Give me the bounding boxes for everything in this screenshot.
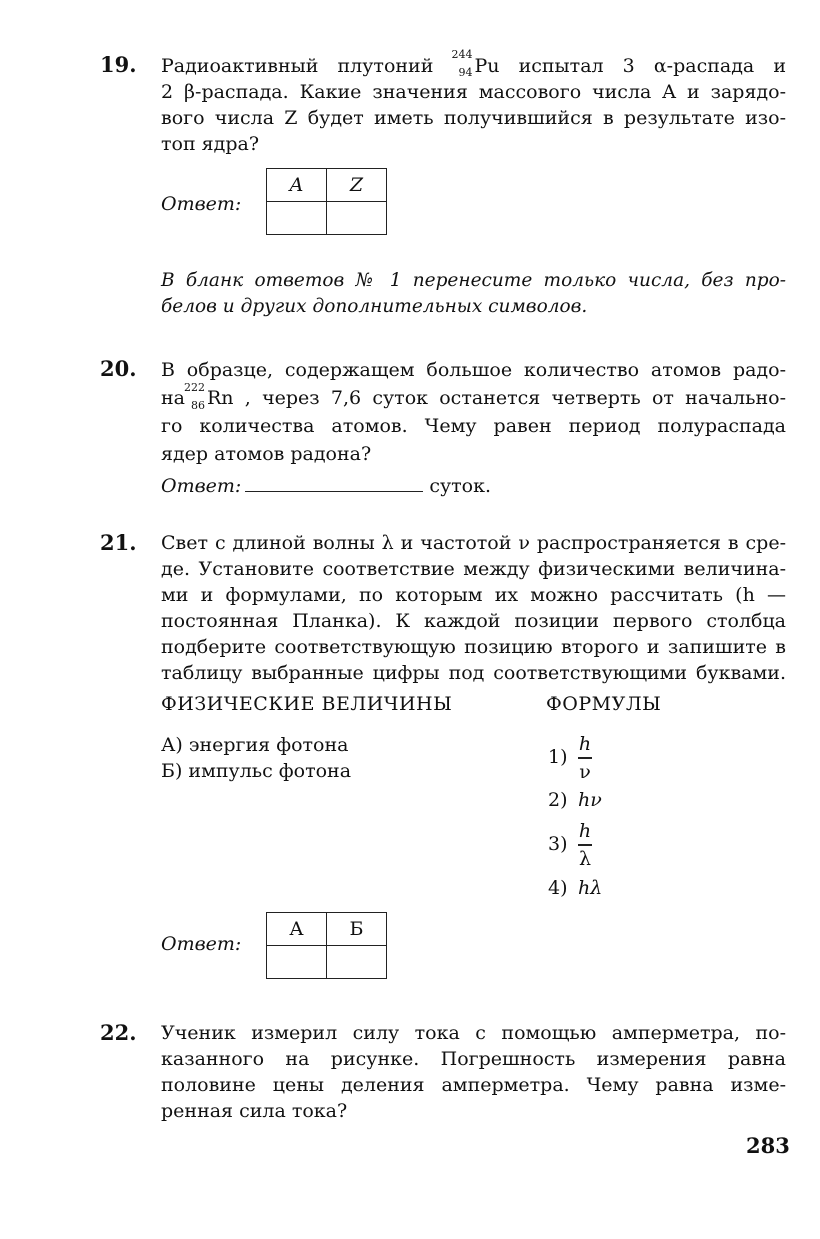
q19-number: 19. [100,52,137,77]
q22-number: 22. [100,1020,137,1045]
q20-answer-row [161,473,491,497]
q22-line-1: Ученик измерил силу тока с помощью амперметра, по- [161,1022,786,1044]
q21-line-2: де. Установите соответствие между физическими величина- [161,558,786,580]
q19-text [161,48,786,157]
q20-text [161,356,786,468]
q19-line-1: Радиоактивный плутоний 244 94 Pu испытал 3 α-распада и [161,48,786,79]
q21-answer-cell-a[interactable] [267,946,327,979]
q21-quantity-a: А) энергия фотона [161,734,349,756]
q21-formula-1: 1) $\frac{h}{\nu}$ [548,733,592,783]
q22-line-3: половине цены деления амперметра. Чему равна изме- [161,1074,786,1096]
q19-line-4: топ ядра? [161,133,260,155]
q20-number: 20. [100,356,137,381]
q21-formula-2: 2) hν [548,789,602,811]
q21-answer-table [266,912,387,979]
q21-line-1: Свет с длиной волны λ и частотой ν распространяется в сре- [161,532,786,554]
q20-answer-label: Ответ: [161,475,242,497]
q20-line-2: на 222 86 Rn , через 7,6 суток останется четверть от начально- [161,381,786,412]
q19-line-3: вого числа Z будет иметь получившийся в результате изо- [161,107,786,129]
page-number: 283 [746,1133,790,1158]
q19-note [161,268,786,320]
q21-line-4: постоянная Планка). К каждой позиции первого столбца [161,610,786,632]
q21-line-3: ми и формулами, по которым их можно рассчитать (h — [161,584,786,606]
q21-quantities-header: ФИЗИЧЕСКИЕ ВЕЛИЧИНЫ [161,693,453,715]
q21-formula-3: 3) $\frac{h}{\lambda}$ [548,820,592,870]
q21-number: 21. [100,530,137,555]
q21-line-5: подберите соответствующую позицию второго и запишите в [161,636,786,658]
q22-text [161,1020,786,1124]
q19-header-a: A [267,169,327,202]
q21-header-b: Б [327,913,387,946]
q21-quantity-b: Б) импульс фотона [161,760,352,782]
q19-note-line-2: белов и других дополнительных символов. [161,296,588,317]
q21-answer-label: Ответ: [161,933,242,955]
q19-answer-table [266,168,387,235]
q19-answer-cell-a[interactable] [267,202,327,235]
pu-nuclide: 244 94 [451,48,473,79]
q21-header-a: А [267,913,327,946]
q22-line-4: ренная сила тока? [161,1100,348,1122]
q20-line-1: В образце, содержащем большое количество атомов радо- [161,359,786,381]
q22-line-2: казанного на рисунке. Погрешность измерения равна [161,1048,786,1070]
q20-line-4: ядер атомов радона? [161,443,372,465]
rn-nuclide: 222 86 [184,381,205,412]
q19-line-2: 2 β-распада. Какие значения массового числа A и зарядо- [161,81,786,103]
q21-text [161,530,786,686]
q21-formula-4: 4) hλ [548,877,603,899]
q19-note-line-1: В бланк ответов № 1 перенесите только числа, без про- [161,270,786,291]
q21-answer-cell-b[interactable] [327,946,387,979]
q19-header-z: Z [327,169,387,202]
q20-line-3: го количества атомов. Чему равен период полураспада [161,415,786,437]
q21-line-6: таблицу выбранные цифры под соответствующими буквами. [161,662,786,684]
q20-unit: суток. [429,475,492,497]
q19-answer-label: Ответ: [161,193,242,215]
q19-answer-cell-z[interactable] [327,202,387,235]
q21-quantities-list [161,732,351,784]
q20-answer-blank[interactable] [245,473,423,492]
q21-formulas-header: ФОРМУЛЫ [546,693,662,715]
